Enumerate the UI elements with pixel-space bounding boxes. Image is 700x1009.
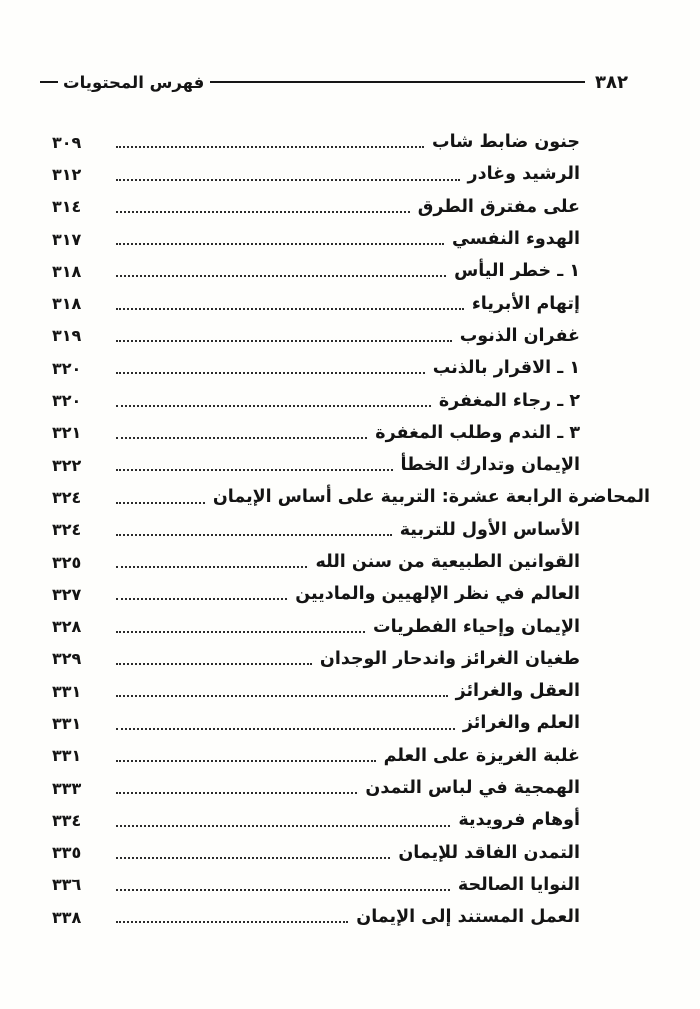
toc-entry-page: ٣٢٠ <box>52 358 82 378</box>
toc-entry <box>52 837 650 869</box>
dot-leader <box>116 760 376 762</box>
toc-entry-title: العقل والغرائز <box>455 681 580 702</box>
toc-entry-title: الإيمان وتدارك الخطأ <box>400 455 580 476</box>
toc-entry-page: ٣٠٩ <box>52 132 82 152</box>
dot-leader <box>116 372 425 374</box>
toc-entry-title: ٣ ـ الندم وطلب المغفرة <box>375 422 580 443</box>
toc-entry <box>52 707 650 739</box>
dot-leader <box>116 663 312 665</box>
toc-entry-page: ٣٢٩ <box>52 649 82 669</box>
toc-entry-page: ٣٣١ <box>52 746 82 766</box>
toc-entry-title: على مفترق الطرق <box>417 196 580 217</box>
dot-leader <box>116 502 205 504</box>
toc-entry-page: ٣٣٨ <box>52 907 82 927</box>
toc-entry-page: ٣٣٤ <box>52 810 82 830</box>
toc-entry-page: ٣١٧ <box>52 229 82 249</box>
toc-entry-page: ٣٣٣ <box>52 778 82 798</box>
toc-entry-title: غلبة الغريزة على العلم <box>383 745 580 766</box>
toc-entry <box>52 869 650 901</box>
dot-leader <box>116 146 424 148</box>
toc-entry-title: الأساس الأول للتربية <box>399 519 580 540</box>
dot-leader <box>116 437 367 439</box>
toc-entry-title: الهدوء النفسي <box>452 229 580 250</box>
toc-entry-title: ١ ـ خطر اليأس <box>454 261 580 282</box>
dot-leader <box>116 921 348 923</box>
toc-entry-title: جنون ضابط شاب <box>431 132 580 153</box>
dot-leader <box>116 340 452 342</box>
dot-leader <box>116 728 455 730</box>
dot-leader <box>116 857 390 859</box>
toc-entry-title: المحاضرة الرابعة عشرة: التربية على أساس الإيمان <box>212 487 650 508</box>
toc-entry-page: ٣٢٤ <box>52 520 82 540</box>
dot-leader <box>116 179 460 181</box>
toc-entry-title: التمدن الفاقد للإيمان <box>398 842 580 863</box>
toc-entry-page: ٣٢٠ <box>52 391 82 411</box>
toc-entry-page: ٣١٢ <box>52 164 82 184</box>
dot-leader <box>116 469 393 471</box>
dot-leader <box>116 889 450 891</box>
toc-entry-title: غفران الذنوب <box>459 325 580 346</box>
toc-entry <box>52 255 650 287</box>
toc-entry <box>52 449 650 481</box>
toc-entry <box>52 675 650 707</box>
toc-entry <box>52 417 650 449</box>
toc-entry-page: ٣٣٦ <box>52 875 82 895</box>
toc-entry-title: الهمجية في لباس التمدن <box>365 778 580 799</box>
toc-entry <box>52 287 650 319</box>
dot-leader <box>116 308 464 310</box>
toc-entry-title: الإيمان وإحياء الفطريات <box>372 616 580 637</box>
page-number: ٣٨٢ <box>595 71 628 93</box>
toc-entry-title: إتهام الأبرياء <box>471 293 580 314</box>
toc-entry <box>52 901 650 933</box>
toc-entry-page: ٣١٨ <box>52 261 82 281</box>
toc-entry <box>52 610 650 642</box>
toc-entry-title: أوهام فرويدية <box>458 810 580 831</box>
toc-entry <box>52 772 650 804</box>
toc-entry <box>52 740 650 772</box>
toc-entry <box>52 191 650 223</box>
toc-entry-page: ٣١٩ <box>52 326 82 346</box>
toc-entry <box>52 352 650 384</box>
toc-entry-page: ٣١٨ <box>52 294 82 314</box>
toc-entry-page: ٣٢١ <box>52 423 82 443</box>
dot-leader <box>116 534 392 536</box>
toc-entry-page: ٣٢٨ <box>52 617 82 637</box>
toc-entry-title: القوانين الطبيعية من سنن الله <box>315 552 580 572</box>
dot-leader <box>116 211 410 213</box>
toc-entry-title: العمل المستند إلى الإيمان <box>356 907 580 928</box>
header-rule <box>210 81 585 83</box>
toc-entry-title: ١ ـ الاقرار بالذنب <box>432 358 580 379</box>
toc-entry <box>52 643 650 675</box>
toc-entry <box>52 546 650 578</box>
toc-entry <box>52 514 650 546</box>
toc-entry-title: طغيان الغرائز واندحار الوجدان <box>319 648 580 669</box>
toc-entry-title: العلم والغرائز <box>462 713 580 734</box>
dot-leader <box>116 695 448 697</box>
dot-leader <box>116 825 450 827</box>
toc-entry-page: ٣٢٤ <box>52 487 82 507</box>
dot-leader <box>116 405 431 407</box>
toc-entry <box>52 320 650 352</box>
toc-entry <box>52 384 650 416</box>
toc-entry-title: ٢ ـ رجاء المغفرة <box>438 390 580 411</box>
toc-entry <box>52 578 650 610</box>
section-title: فهرس المحتويات <box>63 72 205 92</box>
toc-entry-title: النوايا الصالحة <box>457 874 580 895</box>
toc-entry-page: ٣٣١ <box>52 681 82 701</box>
toc-entry-page: ٣٢٥ <box>52 552 82 572</box>
toc-entry <box>52 223 650 255</box>
dot-leader <box>116 566 307 568</box>
toc-entry <box>52 126 650 158</box>
toc-entry-page: ٣٢٧ <box>52 584 82 604</box>
toc-entry-title: العالم في نظر الإلهيين والماديين <box>295 584 580 605</box>
dot-leader <box>116 631 365 633</box>
page-header <box>40 66 628 98</box>
toc-entry-page: ٣١٤ <box>52 197 82 217</box>
dot-leader <box>116 275 446 277</box>
toc-entry <box>52 804 650 836</box>
dot-leader <box>116 243 444 245</box>
toc-entry <box>52 481 650 513</box>
toc-list <box>52 126 650 933</box>
header-rule-left <box>40 81 58 83</box>
toc-entry-page: ٣٣١ <box>52 713 82 733</box>
toc-entry-title: الرشيد وغادر <box>467 164 580 185</box>
dot-leader <box>116 792 357 794</box>
toc-entry-page: ٣٣٥ <box>52 843 82 863</box>
dot-leader <box>116 598 287 600</box>
toc-entry-page: ٣٢٢ <box>52 455 82 475</box>
toc-entry <box>52 158 650 190</box>
